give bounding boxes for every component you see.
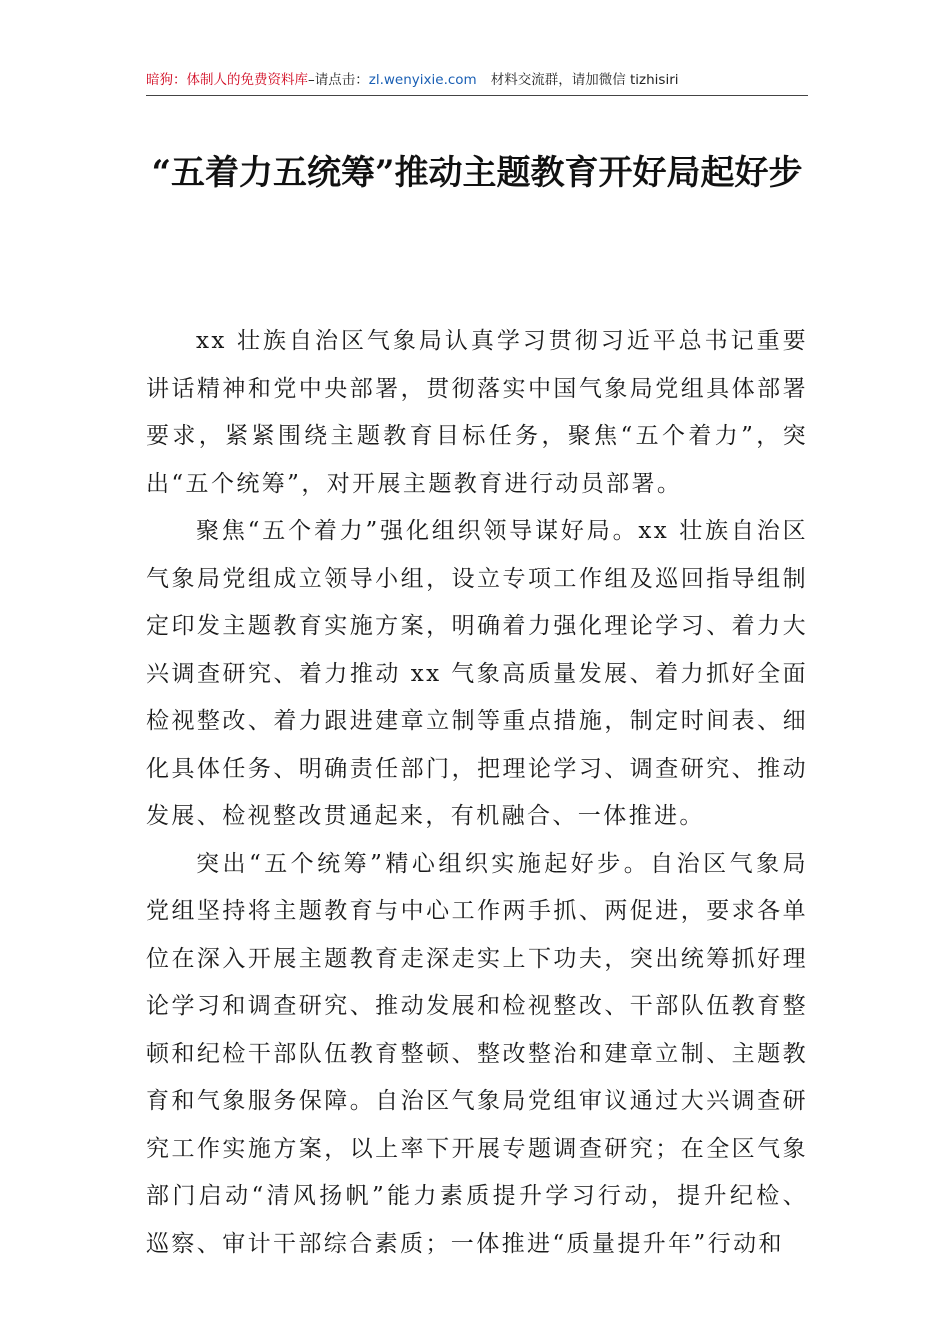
document-body: [146, 318, 808, 1268]
paragraph: 突出“五个统筹”精心组织实施起好步。自治区气象局党组坚持将主题教育与中心工作两手抓、两促进，要求各单位在深入开展主题教育走深走实上下功夫，突出统筹抓好理论学习和调查研究、推动发展和检视整改、干部队伍教育整顿和纪检干部队伍教育整顿、整改整治和建章立制、主题教育和气象服务保障。自治区气象局党组审议通过大兴调查研究工作实施方案，以上率下开展专题调查研究；在全区气象部门启动“清风扬帆”能力素质提升学习行动，提升纪检、巡察、审计干部综合素质；一体推进“质量提升年”行动和: [146, 850, 808, 1257]
paragraph: xx 壮族自治区气象局认真学习贯彻习近平总书记重要讲话精神和党中央部署，贯彻落实中国气象局党组具体部署要求，紧紧围绕主题教育目标任务，聚焦“五个着力”，突出“五个统筹”，对开展主题教育进行动员部署。: [146, 328, 808, 497]
paragraph: 聚焦“五个着力”强化组织领导谋好局。xx 壮族自治区气象局党组成立领导小组，设立专项工作组及巡回指导组制定印发主题教育实施方案，明确着力强化理论学习、着力大兴调查研究、着力推动 xx 气象高质量发展、着力抓好全面检视整改、着力跟进建章立制等重点措施，制定时间表、细化具体任务、明确责任部门，把理论学习、调查研究、推动发展、检视整改贯通起来，有机融合、一体推进。: [146, 518, 808, 829]
contact-text: 材料交流群，请加微信 tizhisiri: [490, 72, 679, 88]
document-title: “五着力五统筹”推动主题教育开好局起好步: [151, 153, 803, 193]
watermark-header: [146, 70, 806, 90]
promo-link[interactable]: zl.wenyixie.com: [368, 72, 477, 88]
header-divider: [146, 95, 808, 96]
promo-text: 暗狗：体制人的免费资料库: [146, 72, 308, 88]
click-prefix: –请点击：: [308, 72, 369, 88]
